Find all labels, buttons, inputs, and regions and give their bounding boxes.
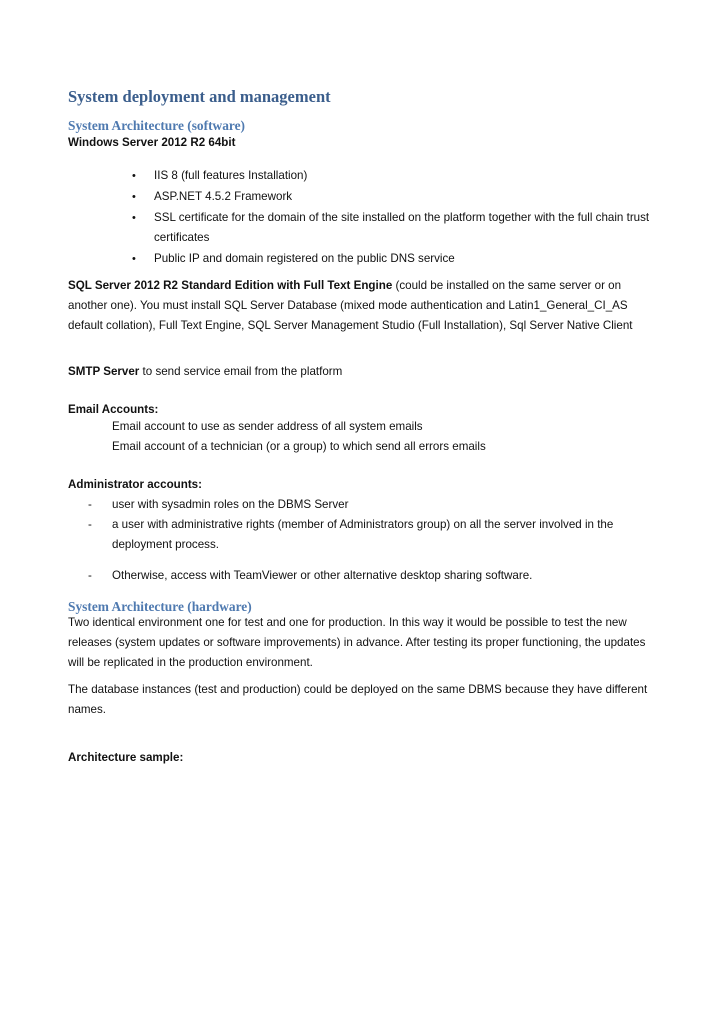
list-item: • Public IP and domain registered on the public DNS service <box>132 249 652 269</box>
bullet-mark: • <box>132 212 136 224</box>
administrator-alternative-list <box>86 566 666 586</box>
bullet-mark: • <box>132 191 136 203</box>
sql-server-text: (could be installed on the same server or on another one). You must install SQL Server Database (mixed mode authentication and Latin1_General_CI_AS default collation), Full Text Engine, SQL Server Management Studio (Full Installation), Sql Server Native Client <box>68 279 633 332</box>
architecture-sample-label: Architecture sample: <box>68 751 184 764</box>
bullet-mark: • <box>132 170 136 182</box>
database-paragraph: The database instances (test and production) could be deployed on the same DBMS because they have different names. <box>68 683 648 716</box>
smtp-label: SMTP Server <box>68 365 140 378</box>
page-title: System deployment and management <box>68 87 331 106</box>
software-architecture-heading: System Architecture (software) <box>68 118 245 133</box>
email-accounts-heading: Email Accounts: <box>68 403 159 416</box>
hardware-architecture-heading: System Architecture (hardware) <box>68 599 252 614</box>
dash-mark: - <box>88 518 92 531</box>
list-item: - Otherwise, access with TeamViewer or other alternative desktop sharing software. <box>86 566 666 586</box>
sql-server-paragraph <box>68 276 658 336</box>
list-item: • SSL certificate for the domain of the site installed on the platform together with the full chain trust certificates <box>132 208 652 248</box>
email-account-line: Email account of a technician (or a group) to which send all errors emails <box>112 440 486 453</box>
list-item: • IIS 8 (full features Installation) <box>132 166 652 186</box>
dash-mark: - <box>88 569 92 582</box>
environment-paragraph: Two identical environment one for test and one for production. In this way it would be possible to test the new releases (system updates or software improvements) in advance. After testing its proper functioning, the updates will be replicated in the production environment. <box>68 616 646 669</box>
smtp-text: to send service email from the platform <box>139 365 343 378</box>
bullet-mark: • <box>132 253 136 265</box>
list-item: - user with sysadmin roles on the DBMS Server <box>86 495 666 515</box>
email-account-line: Email account to use as sender address of all system emails <box>112 420 423 433</box>
software-bullet-list <box>132 166 652 270</box>
administrator-list <box>86 495 666 555</box>
dash-mark: - <box>88 498 92 511</box>
list-item: - a user with administrative rights (member of Administrators group) on all the server involved in the deployment process. <box>86 515 666 555</box>
smtp-paragraph <box>68 362 658 382</box>
administrator-accounts-heading: Administrator accounts: <box>68 478 202 491</box>
sql-server-label: SQL Server 2012 R2 Standard Edition with Full Text Engine <box>68 279 393 292</box>
list-item: • ASP.NET 4.5.2 Framework <box>132 187 652 207</box>
os-requirement: Windows Server 2012 R2 64bit <box>68 136 236 149</box>
